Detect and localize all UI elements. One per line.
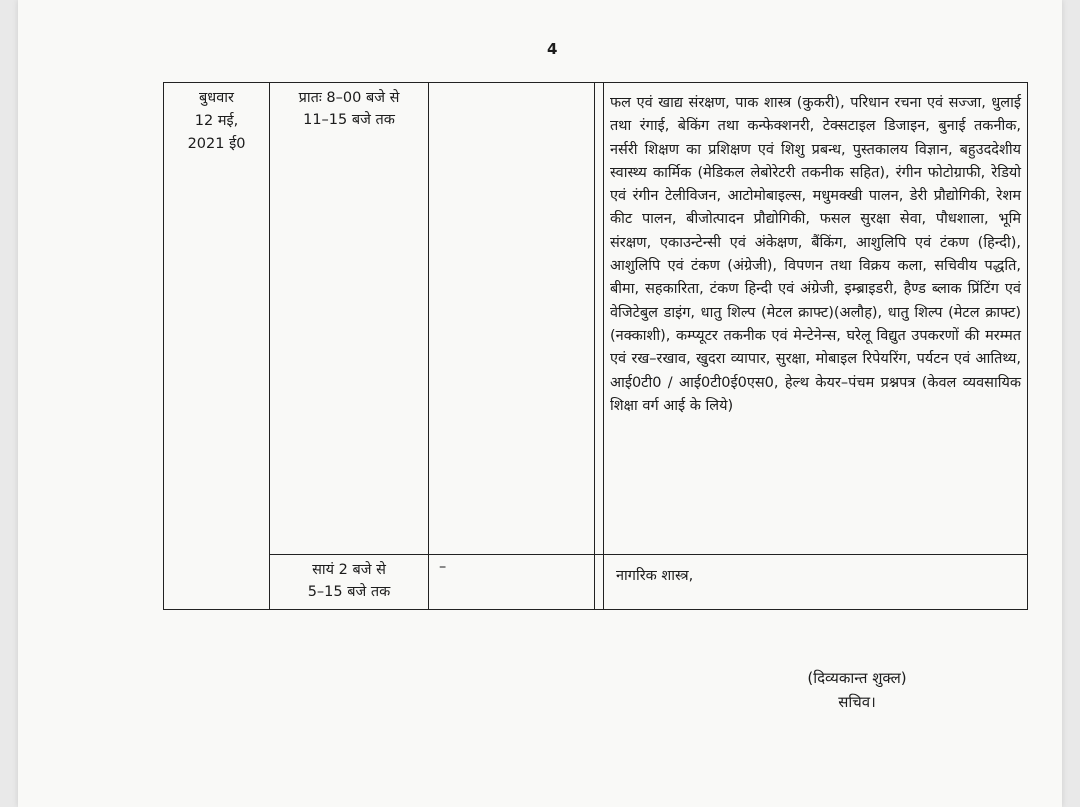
gap-cell [595, 555, 604, 610]
subjects-cell: फल एवं खाद्य संरक्षण, पाक शास्त्र (कुकरी), परिधान रचना एवं सज्जा, धुलाई तथा रंगाई, बेकिंग तथा कन्फेक्शनरी, टेक्सटाइल डिजाइन, बुनाई तकनीक, नर्सरी शिक्षण का प्रशिक्षण एवं शिशु प्रबन्ध, पुस्तकालय विज्ञान, बहुउददेशीय स्वास्थ्य कार्मिक (मेडिकल लेबोरेटरी तकनीक सहित), रंगीन फोटोग्राफी, रेडियो एवं रंगीन टेलीविजन, आटोमोबाइल्स, मधुमक्खी पालन, डेरी प्रौद्योगिकी, रेशम कीट पालन, बीजोत्पादन प्रौद्योगिकी, फसल सुरक्षा सेवा, पौधशाला, भूमि संरक्षण, एकाउन्टेन्सी एवं अंकेक्षण, बैंकिंग, आशुलिपि एवं टंकण (हिन्दी), आशुलिपि एवं टंकण (अंग्रेजी), विपणन तथा विक्रय कला, सचिवीय पद्धति, बीमा, सहकारिता, टंकण हिन्दी एवं अंग्रेजी, इम्ब्राइडरी, हैण्ड ब्लाक प्रिंटिंग एवं वेजिटेबुल डाइंग, धातु शिल्प (मेटल क्राफ्ट)(अलौह), धातु शिल्प (मेटल क्राफ्ट)(नक्काशी), कम्प्यूटर तकनीक एवं मेन्टेनेन्स, घरेलू विद्युत उपकरणों की मरम्मत एवं रख–रखाव, खुदरा व्यापार, सुरक्षा, मोबाइल रिपेयरिंग, पर्यटन एवं आतिथ्य, आई0टी0 / आई0टी0ई0एस0, हेल्थ केयर–पंचम प्रश्नपत्र (केवल व्यवसायिक शिक्षा वर्ग आई के लिये) [604, 83, 1028, 555]
exam-schedule-table [163, 82, 1028, 610]
table-row [164, 555, 1028, 610]
table-row [164, 83, 1028, 555]
dash-cell: – [429, 555, 595, 610]
time-start: सायं 2 बजे से [312, 562, 386, 578]
signature-block [794, 666, 920, 714]
signatory-title: सचिव। [838, 693, 876, 711]
document-page [18, 0, 1062, 807]
time-end: 11–15 बजे तक [303, 112, 395, 128]
time-cell [270, 555, 429, 610]
gap-cell [595, 83, 604, 555]
time-cell [270, 83, 429, 555]
day-date-cell [164, 83, 270, 610]
day-label: बुधवार [199, 90, 234, 106]
page-number: 4 [547, 40, 558, 58]
time-end: 5–15 बजे तक [307, 584, 391, 600]
empty-cell [429, 83, 595, 555]
signatory-name: (दिव्यकान्त शुक्ल) [807, 669, 907, 687]
year-label: 2021 ई0 [187, 136, 246, 152]
subject-cell: नागरिक शास्त्र, [604, 555, 1028, 610]
date-label: 12 मई, [194, 113, 239, 129]
time-start: प्रातः 8–00 बजे से [298, 90, 400, 106]
